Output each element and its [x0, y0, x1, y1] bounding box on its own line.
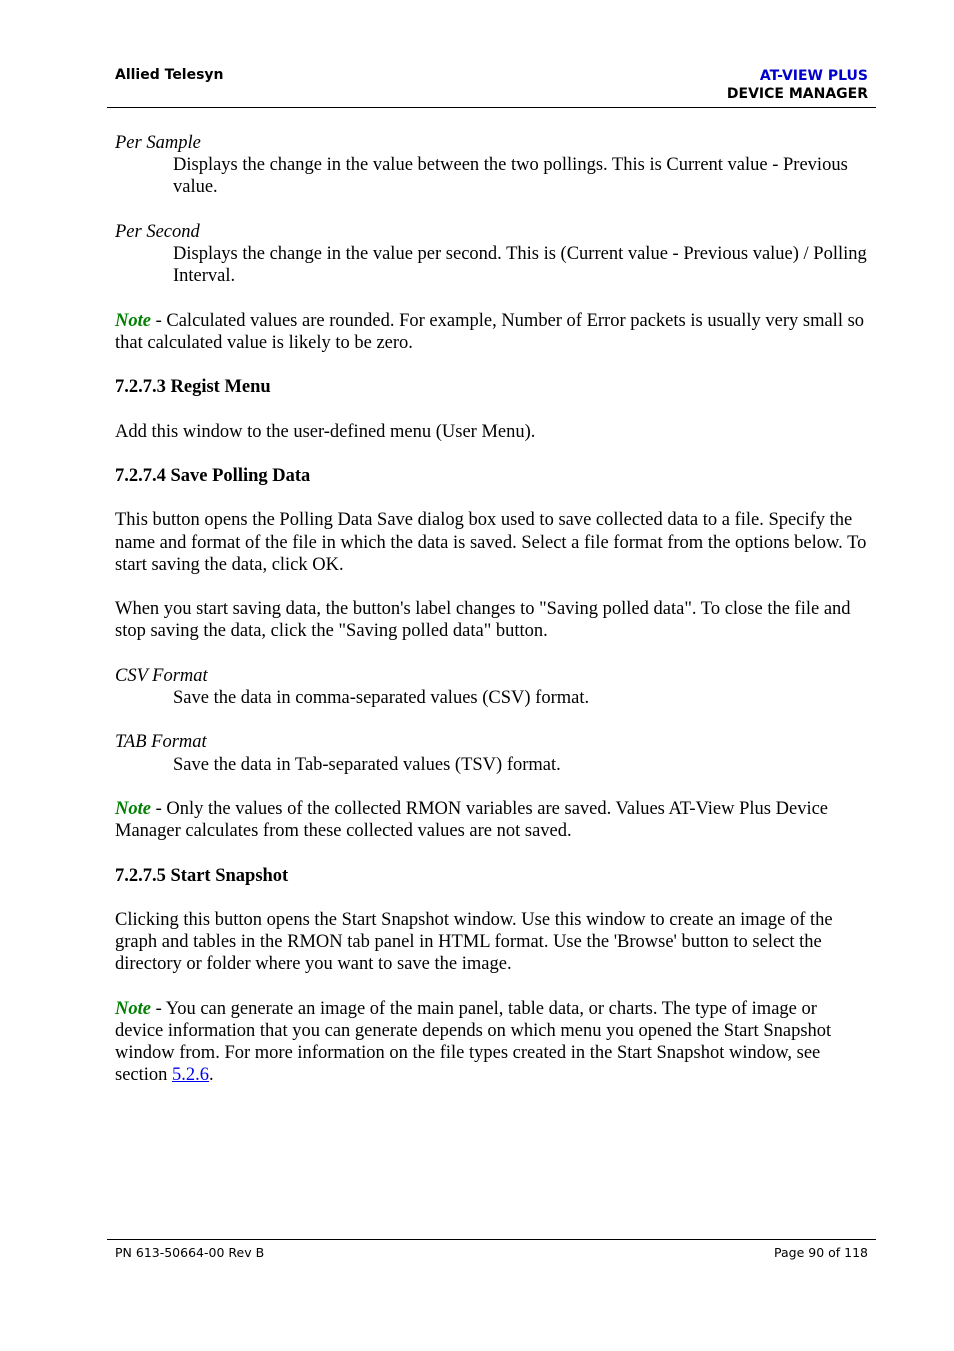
note-text: - You can generate an image of the main panel, table data, or charts. The type of image or device information that you can generate depends on which menu you opened the Start Snapshot window from. For more information on the file types created in the Start Snapshot window, see section [115, 998, 832, 1086]
desc-per-sample: Displays the change in the value between the two pollings. This is Current value - Previous value. [173, 155, 848, 198]
save-polling-para1: This button opens the Polling Data Save dialog box used to save collected data to a file. Specify the name and format of the file in which the data is saved. Select a file format from the options below. To start saving the data, click OK. [115, 510, 867, 575]
note-snapshot [115, 998, 867, 1087]
header-company: Allied Telesyn [115, 67, 224, 83]
heading-start-snapshot: 7.2.7.5 Start Snapshot [115, 865, 289, 886]
footer-part-number: PN 613-50664-00 Rev B [115, 1245, 265, 1260]
desc-csv-format: Save the data in comma-separated values (CSV) format. [173, 687, 590, 708]
document-body [115, 132, 867, 1087]
term-tab-format: TAB Format [115, 732, 207, 753]
footer-page-number: Page 90 of 118 [774, 1245, 868, 1260]
footer-divider [107, 1239, 876, 1240]
note-end: . [209, 1065, 214, 1086]
header-divider [107, 107, 876, 108]
desc-per-second: Displays the change in the value per second. This is (Current value - Previous value) / Polling Interval. [173, 244, 867, 287]
note-rmon-values [115, 798, 867, 842]
term-per-second: Per Second [115, 221, 200, 242]
note-label: Note [115, 798, 151, 819]
term-per-sample: Per Sample [115, 133, 201, 153]
header-title-block [727, 67, 868, 103]
save-polling-para2: When you start saving data, the button's label changes to "Saving polled data". To close the file and stop saving the data, click the "Saving polled data" button. [115, 599, 851, 642]
desc-tab-format: Save the data in Tab-separated values (TSV) format. [173, 754, 561, 775]
start-snapshot-para1: Clicking this button opens the Start Snapshot window. Use this window to create an image of the graph and tables in the RMON tab panel in HTML format. Use the 'Browse' button to select the directory or folder where you want to save the image. [115, 909, 833, 975]
heading-save-polling-data: 7.2.7.4 Save Polling Data [115, 465, 311, 486]
header-product: AT-VIEW PLUS [759, 68, 868, 84]
note-label: Note [115, 310, 151, 331]
term-csv-format: CSV Format [115, 665, 208, 686]
header-subtitle: DEVICE MANAGER [726, 86, 868, 102]
regist-menu-text: Add this window to the user-defined menu (User Menu). [115, 421, 536, 442]
heading-regist-menu: 7.2.7.3 Regist Menu [115, 377, 271, 398]
note-text: - Calculated values are rounded. For example, Number of Error packets is usually very small so that calculated value is likely to be zero. [115, 310, 865, 353]
section-link[interactable]: 5.2.6 [172, 1065, 210, 1086]
note-label: Note [115, 998, 151, 1019]
note-calculated-values [115, 310, 867, 354]
note-text: - Only the values of the collected RMON variables are saved. Values AT-View Plus Device Manager calculates from these collected values are not saved. [115, 798, 829, 842]
